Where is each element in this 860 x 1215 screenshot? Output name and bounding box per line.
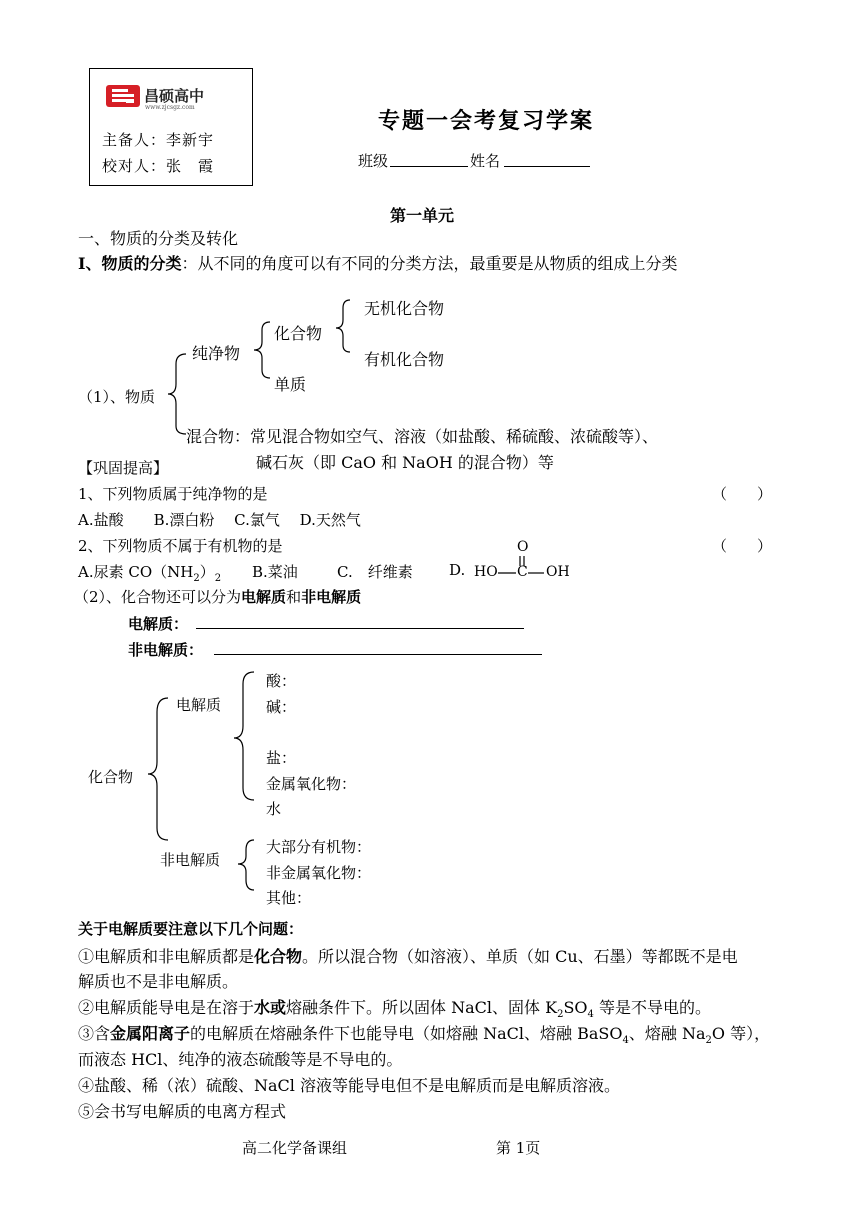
- tree2-root: 化合物: [88, 768, 134, 786]
- note-1-line2: 解质也不是非电解质。: [78, 972, 239, 991]
- tree1-pure: 纯净物: [192, 344, 241, 363]
- proofreader: 校对人：张 霞: [102, 157, 215, 175]
- tree1-inorganic: 无机化合物: [364, 299, 445, 318]
- option-a-sub: 2: [193, 573, 200, 584]
- footer-page: 第 1页: [496, 1139, 541, 1157]
- logo-url: www.zjcsgz.com: [145, 104, 195, 111]
- tree2-water: 水: [266, 800, 282, 818]
- note-2a: ②电解质能导电是在溶于: [78, 998, 255, 1017]
- subsection-heading: [78, 251, 678, 274]
- note-3-sub2: 2: [705, 1035, 712, 1047]
- option-a-text: A.尿素 CO（NH: [78, 563, 194, 581]
- unit-title: 第一单元: [390, 206, 455, 225]
- page-title: 专题一会考复习学案: [378, 108, 595, 134]
- electrolyte-intro: [74, 586, 361, 607]
- tree2-electrolyte: 电解质: [176, 696, 222, 714]
- question-1: 1、下列物质属于纯净物的是: [78, 485, 268, 503]
- formula-oh: OH: [546, 564, 570, 580]
- tree2-metal-oxide: 金属氧化物：: [266, 775, 357, 793]
- question-2-option-b: B.菜油: [252, 563, 298, 581]
- note-5: ⑤会书写电解质的电离方程式: [78, 1102, 287, 1121]
- intro-non-electrolyte: 非电解质: [301, 588, 362, 606]
- tree2-base: 碱：: [266, 698, 297, 716]
- brace-root: [168, 354, 186, 434]
- tree2-non-electrolyte: 非电解质: [160, 851, 221, 869]
- logo-icon: [106, 83, 142, 109]
- brace-non-electrolyte: [238, 840, 254, 890]
- tree2-acid: 酸：: [266, 672, 297, 690]
- tree2-organic: 大部分有机物：: [266, 838, 372, 856]
- option-a-sub2: 2: [214, 573, 222, 584]
- brace-electrolyte: [234, 672, 254, 800]
- note-2c: 熔融条件下。所以固体 NaCl、固体 K: [286, 998, 558, 1017]
- note-3-line1: [78, 1021, 770, 1046]
- question-2-answer-paren: （ ）: [712, 537, 773, 555]
- note-3-bold: 金属阳离子: [110, 1024, 191, 1043]
- tree1-organic: 有机化合物: [364, 350, 445, 369]
- note-4: ④盐酸、稀（浓）硫酸、NaCl 溶液等能导电但不是电解质而是电解质溶液。: [78, 1076, 620, 1095]
- question-2: 2、下列物质不属于有机物的是: [78, 537, 283, 555]
- subsection-prefix: Ⅰ、物质的分类: [78, 254, 182, 273]
- section-heading: 一、物质的分类及转化: [78, 229, 239, 248]
- formula-ho: HO: [474, 564, 498, 580]
- note-1-bold: 化合物: [254, 947, 303, 966]
- electrolyte-def-blank: [196, 628, 524, 629]
- question-2-option-c: C. 纤维素: [337, 563, 413, 581]
- formula-o: O: [517, 539, 529, 555]
- intro-a: （2）、化合物还可以分为: [74, 588, 242, 606]
- note-1c: 。所以混合物（如溶液）、单质（如 Cu、石墨）等都既不是电: [302, 947, 738, 966]
- preparer: 主备人：李新宇: [102, 131, 215, 149]
- note-2-sub2: 4: [587, 1009, 594, 1021]
- tree1-mixture-line2: 碱石灰（即 CaO 和 NaOH 的混合物）等: [256, 453, 554, 472]
- note-3e: O 等），: [711, 1024, 771, 1043]
- note-3-line2: 而液态 HCl、纯净的液态硫酸等是不导电的。: [78, 1050, 403, 1069]
- note-3c: 的电解质在熔融条件下也能导电（如熔融 NaCl、熔融 BaSO: [190, 1024, 623, 1043]
- intro-and: 和: [286, 588, 302, 606]
- practice-heading: 【巩固提高】: [78, 459, 169, 477]
- notes-heading: 关于电解质要注意以下几个问题：: [78, 920, 304, 938]
- tree2-other: 其他：: [266, 889, 312, 907]
- name-blank: [504, 166, 590, 167]
- question-1-answer-paren: （ ）: [712, 485, 773, 503]
- class-label: 班级: [358, 152, 389, 170]
- tree2-nonmetal-oxide: 非金属氧化物：: [266, 864, 372, 882]
- tree1-element: 单质: [274, 375, 307, 394]
- option-a-close: ）: [199, 563, 215, 581]
- non-electrolyte-def-label: 非电解质：: [128, 641, 204, 659]
- note-3a: ③含: [78, 1024, 111, 1043]
- note-2-sub1: 2: [557, 1009, 564, 1021]
- subsection-rest: ：从不同的角度可以有不同的分类方法，最重要是从物质的组成上分类: [181, 254, 678, 273]
- logo-text: 昌硕高中: [144, 87, 205, 105]
- note-1a: ①电解质和非电解质都是: [78, 947, 255, 966]
- formula-c: C: [517, 564, 528, 580]
- tree1-mixture-line1: 混合物：常见混合物如空气、溶液（如盐酸、稀硫酸、浓硫酸等）、: [186, 427, 659, 446]
- electrolyte-def-label: 电解质：: [128, 615, 189, 633]
- non-electrolyte-def-blank: [214, 654, 542, 655]
- note-3-sub1: 4: [622, 1035, 629, 1047]
- footer-group: 高二化学备课组: [242, 1139, 348, 1157]
- question-1-options: A.盐酸 B.漂白粉 C.氯气 D.天然气: [78, 511, 361, 529]
- note-3d: 、熔融 Na: [628, 1024, 706, 1043]
- tree1-root: （1）、物质: [78, 388, 156, 406]
- note-2: [78, 995, 711, 1020]
- question-2-option-d: D.: [449, 561, 466, 579]
- logo-box: [89, 68, 253, 186]
- tree2-salt: 盐：: [266, 749, 297, 767]
- class-blank: [390, 166, 468, 167]
- note-2d: SO: [563, 998, 588, 1017]
- brace-compound: [336, 300, 350, 352]
- note-2e: 等是不导电的。: [593, 998, 711, 1017]
- brace-compound-root: [148, 698, 168, 840]
- note-2-bold: 水或: [254, 998, 287, 1017]
- intro-electrolyte: 电解质: [241, 588, 287, 606]
- brace-pure: [254, 322, 270, 378]
- question-2-option-a: [78, 561, 221, 584]
- name-label: 姓名: [470, 152, 501, 170]
- note-1-line1: [78, 944, 738, 967]
- tree1-compound: 化合物: [274, 324, 323, 343]
